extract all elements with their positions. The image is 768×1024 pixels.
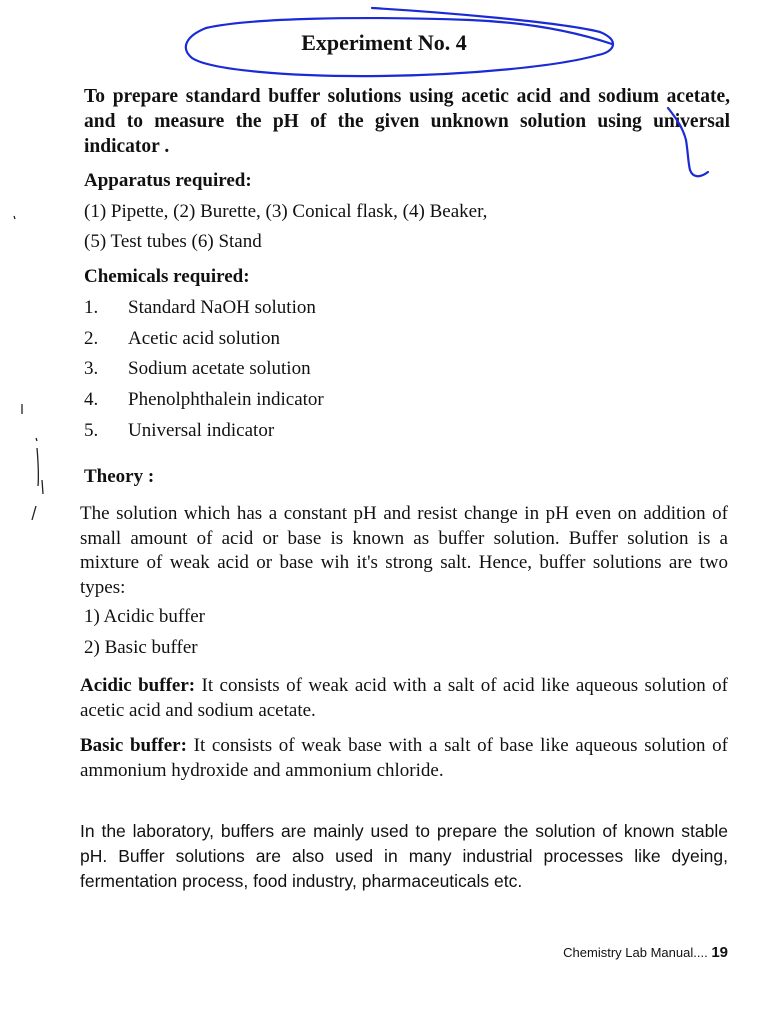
acidic-buffer-text: It consists of weak acid with a salt of acid like aqueous solution of acetic acid and sodium acetate. [80, 675, 728, 721]
chemical-item-text: Sodium acetate solution [128, 358, 311, 379]
acidic-buffer-label: Acidic buffer: [80, 675, 196, 696]
chemical-item-number: 3. [84, 358, 99, 379]
basic-buffer-label: Basic buffer: [80, 735, 187, 756]
chemical-item-number: 5. [84, 420, 99, 441]
basic-buffer-text: It consists of weak base with a salt of base like aqueous solution of ammonium hydroxide and ammonium chloride. [80, 735, 728, 781]
apparatus-line-1: (1) Pipette, (2) Burette, (3) Conical flask, (4) Beaker, [84, 201, 488, 222]
margin-scan-marks [14, 216, 43, 520]
chemicals-heading: Chemicals required: [84, 266, 250, 287]
chemical-item-text: Phenolphthalein indicator [128, 389, 324, 410]
buffer-type-2: 2) Basic buffer [84, 637, 198, 658]
footer-label: Chemistry Lab Manual.... [563, 945, 708, 960]
apparatus-heading: Apparatus required: [84, 170, 252, 191]
laboratory-paragraph: In the laboratory, buffers are mainly used to prepare the solution of known stable pH. Buffer solutions are also used in many industrial processes like dyeing, fermentation process, food industry, pharmaceuticals etc. [80, 821, 728, 891]
unknown-underline-mark [668, 108, 708, 176]
chemical-item-number: 2. [84, 328, 99, 349]
page-number: 19 [711, 944, 728, 961]
title-circle-mark [186, 8, 613, 76]
chemical-item-number: 1. [84, 297, 99, 318]
experiment-aim: To prepare standard buffer solutions using acetic acid and sodium acetate, and to measure the pH of the given unknown solution using universal indicator . [84, 86, 730, 157]
apparatus-line-2: (5) Test tubes (6) Stand [84, 231, 262, 252]
chemical-item-text: Universal indicator [128, 420, 275, 441]
experiment-title: Experiment No. 4 [301, 30, 467, 55]
buffer-type-1: 1) Acidic buffer [84, 606, 205, 627]
chemical-item-text: Standard NaOH solution [128, 297, 316, 318]
chemical-item-number: 4. [84, 389, 99, 410]
chemical-item-text: Acetic acid solution [128, 328, 280, 349]
theory-heading: Theory : [84, 466, 155, 487]
theory-paragraph: The solution which has a constant pH and resist change in pH even on addition of small amount of acid or base is known as buffer solution. Buffer solution is a mixture of weak acid or base wih it's strong salt. Hence, buffer solutions are two types: [80, 503, 728, 598]
